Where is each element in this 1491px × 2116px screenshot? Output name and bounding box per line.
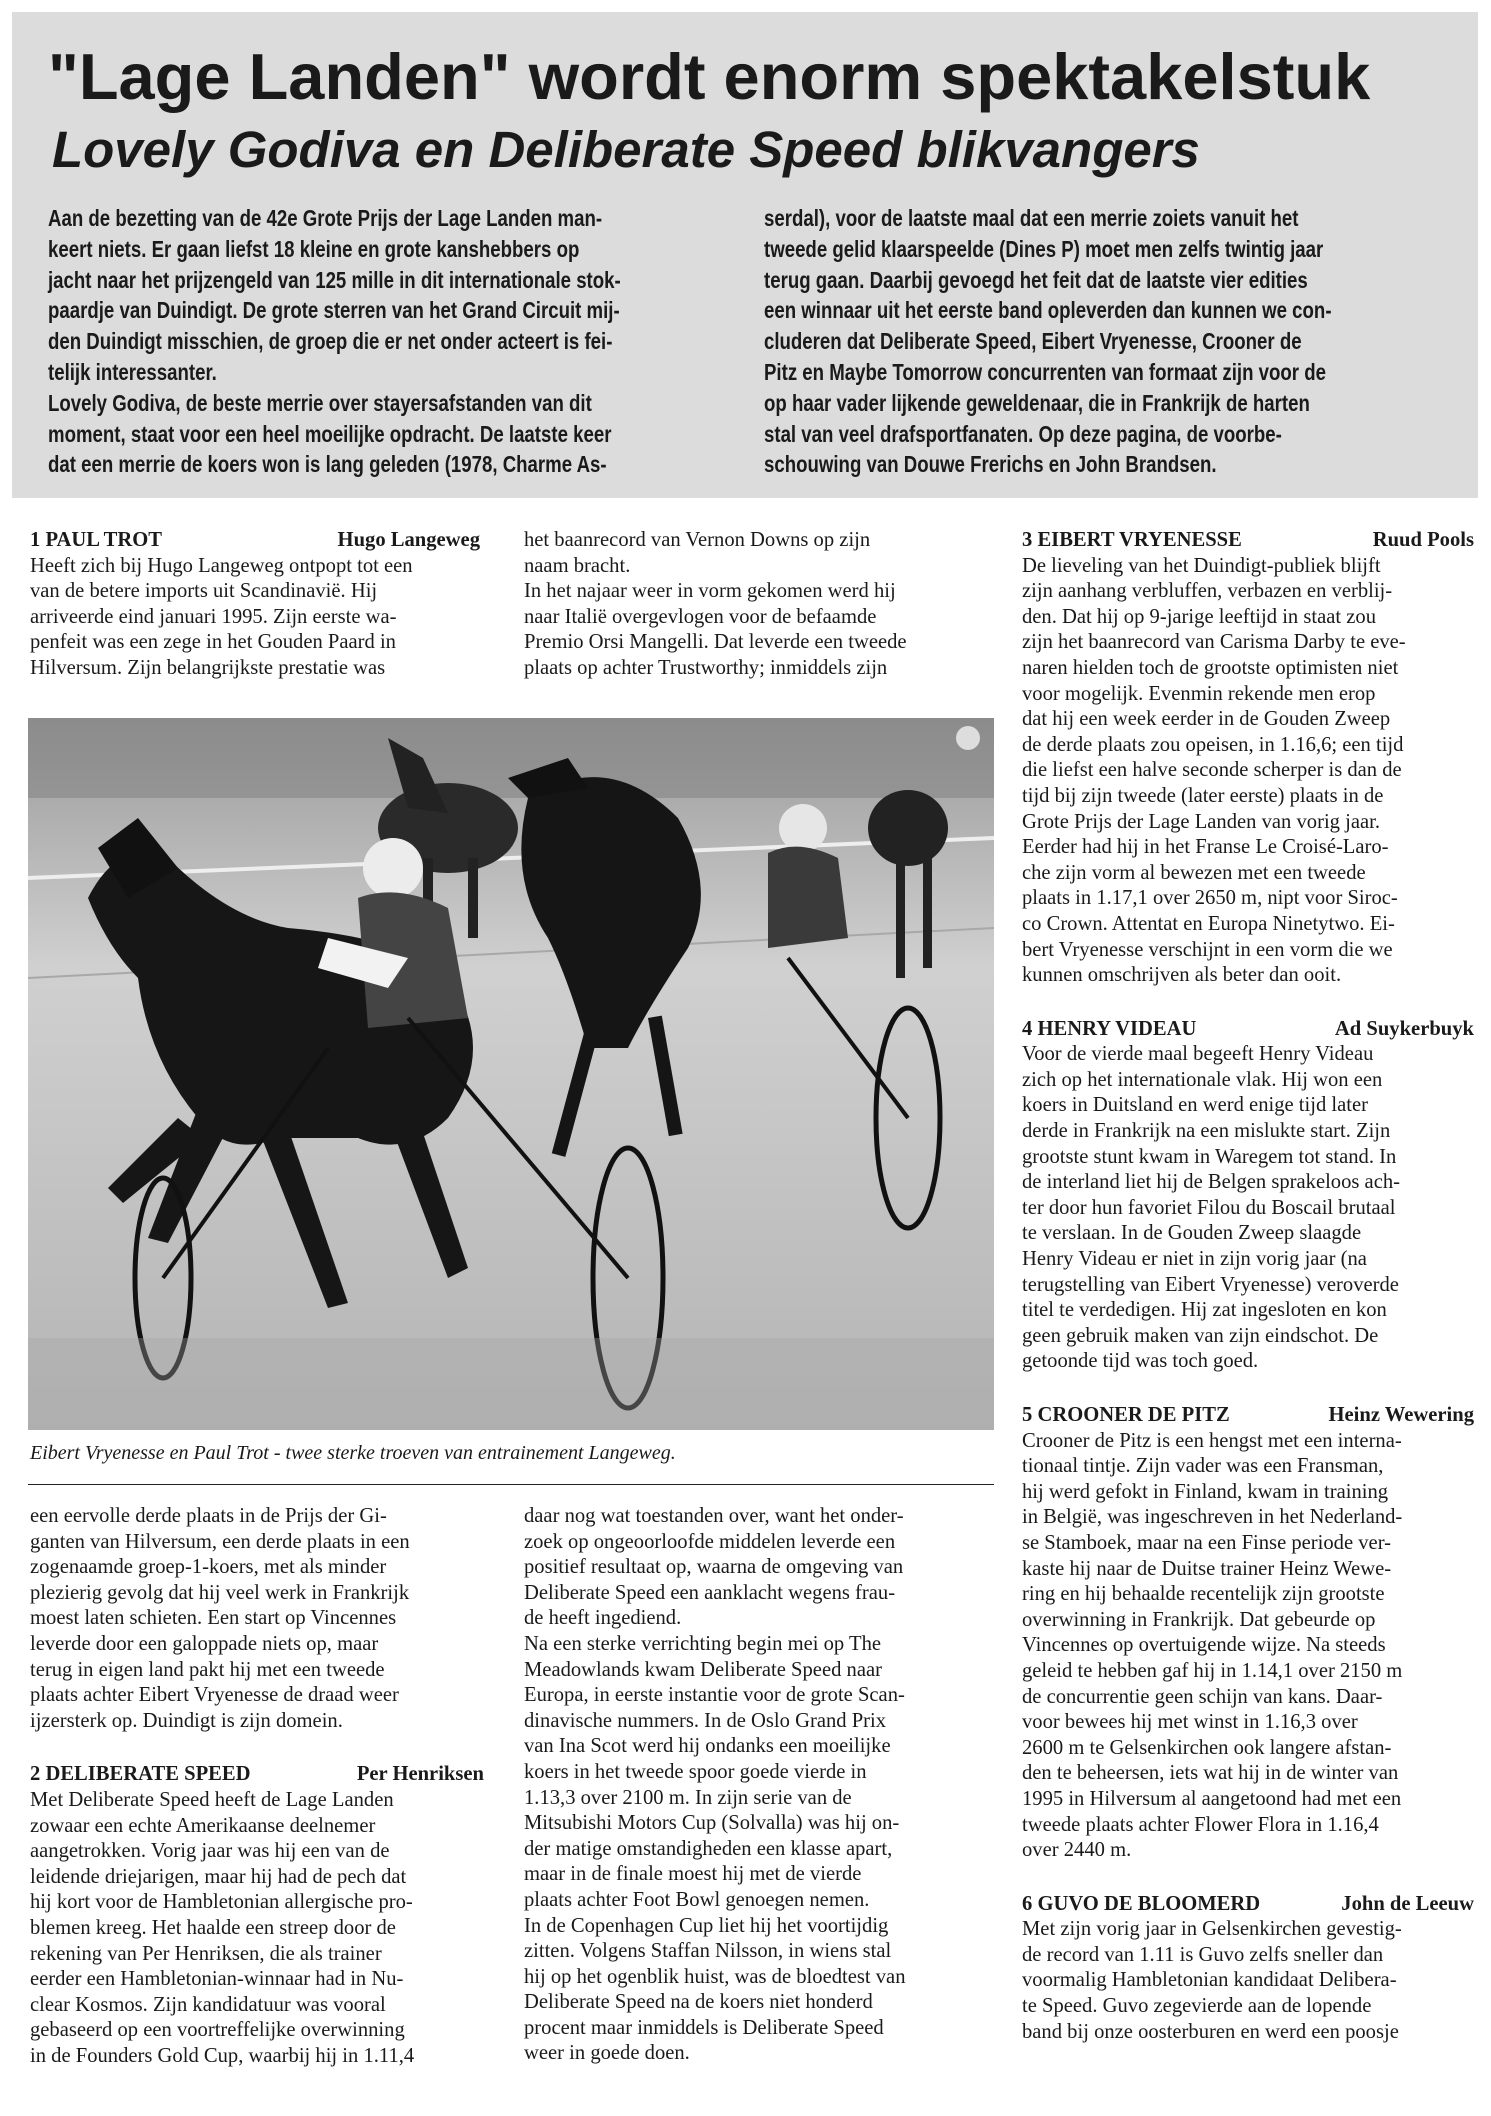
text-line: moest laten schieten. Een start op Vincennes xyxy=(30,1607,397,1630)
text-line: ring en hij behaalde recentelijk zijn grootste xyxy=(1022,1583,1385,1606)
text-line: in de Founders Gold Cup, waarbij hij in 1.11,4 xyxy=(30,2044,415,2067)
text-line: 1995 in Hilversum al aangetoond had met een xyxy=(1022,1787,1402,1810)
photo-caption: Eibert Vryenesse en Paul Trot - twee sterke troeven van entrainement Langeweg. xyxy=(30,1442,676,1464)
intro-line: Pitz en Maybe Tomorrow concurrenten van formaat zijn voor de xyxy=(764,358,1326,385)
horse-name: 6 GUVO DE BLOOMERD xyxy=(1022,1892,1261,1915)
article-paul-trot-top xyxy=(30,528,480,682)
text-line: zijn het baanrecord van Carisma Darby te eve- xyxy=(1022,631,1406,654)
article-heading xyxy=(1022,1403,1474,1429)
text-line: voormalig Hambletonian kandidaat Delibera- xyxy=(1022,1969,1397,1992)
text-line: de derde plaats zou opeisen, in 1.16,6; een tijd xyxy=(1022,733,1404,756)
text-line: band bij onze oosterburen en werd een poosje xyxy=(1022,2020,1399,2043)
headline: "Lage Landen" wordt enorm spektakelstuk xyxy=(48,40,1371,113)
text-line: leverde door een galoppade niets op, maar xyxy=(30,1632,379,1655)
intro-left-column xyxy=(48,203,621,480)
text-line: co Crown. Attentat en Europa Ninetytwo. Ei- xyxy=(1022,912,1395,935)
text-line: over 2440 m. xyxy=(1022,1839,1132,1862)
text-line: leidende driejarigen, maar hij had de pech dat xyxy=(30,1865,407,1888)
intro-line: dat een merrie de koers won is lang geleden (1978, Charme As- xyxy=(48,451,607,478)
text-line: procent maar inmiddels is Deliberate Speed xyxy=(524,2016,884,2039)
text-line: terugstelling van Eibert Vryenesse) veroverde xyxy=(1022,1273,1399,1296)
text-line: titel te verdedigen. Hij zat ingesloten en kon xyxy=(1022,1299,1387,1322)
text-line: rekening van Per Henriksen, die als trainer xyxy=(30,1942,382,1965)
text-line: Heeft zich bij Hugo Langeweg ontpopt tot een xyxy=(30,554,413,577)
text-line: kunnen omschrijven als beter dan ooit. xyxy=(1022,964,1342,987)
text-line: plezierig gevolg dat hij veel werk in Frankrijk xyxy=(30,1581,410,1604)
intro-line: tweede gelid klaarspeelde (Dines P) moet men zelfs twintig jaar xyxy=(764,235,1324,262)
article-heading xyxy=(1022,1017,1474,1043)
text-line: getoonde tijd was toch goed. xyxy=(1022,1350,1259,1373)
intro-line: serdal), voor de laatste maal dat een merrie zoiets vanuit het xyxy=(764,205,1299,231)
text-line: geleid te hebben gaf hij in 1.14,1 over 2150 m xyxy=(1022,1659,1403,1682)
intro-line: schouwing van Douwe Frerichs en John Brandsen. xyxy=(764,451,1217,478)
intro-line: jacht naar het prijzengeld van 125 mille in dit internationale stok- xyxy=(48,266,621,293)
text-line: In de Copenhagen Cup liet hij het voortijdig xyxy=(524,1914,889,1937)
text-line: kaste hij naar de Duitse trainer Heinz Wewe- xyxy=(1022,1557,1392,1580)
text-line: de record van 1.11 is Guvo zelfs sneller dan xyxy=(1022,1943,1384,1966)
text-line: Deliberate Speed een aanklacht wegens frau- xyxy=(524,1581,896,1604)
text-line: clear Kosmos. Zijn kandidatuur was vooral xyxy=(30,1993,386,2016)
text-line: hij werd gefokt in Finland, kwam in training xyxy=(1022,1480,1389,1503)
text-line: aangetrokken. Vorig jaar was hij een van de xyxy=(30,1840,390,1863)
text-line: Met zijn vorig jaar in Gelsenkirchen gevestig- xyxy=(1022,1918,1402,1941)
text-line: hij kort voor de Hambletonian allergische pro- xyxy=(30,1891,413,1914)
text-line: zitten. Volgens Staffan Nilsson, in wiens stal xyxy=(524,1940,892,1963)
text-line: naam bracht. xyxy=(524,554,631,577)
article-heading xyxy=(30,1762,484,1788)
intro-line: Lovely Godiva, de beste merrie over stayersafstanden van dit xyxy=(48,389,592,416)
text-line: zowaar een echte Amerikaanse deelnemer xyxy=(30,1814,376,1837)
trainer-name: Hugo Langeweg xyxy=(337,529,480,551)
text-line: van Ina Scot werd hij ondanks een moeilijke xyxy=(524,1735,891,1758)
intro-line: moment, staat voor een heel moeilijke opdracht. De laatste keer xyxy=(48,420,612,447)
intro-line: Aan de bezetting van de 42e Grote Prijs der Lage Landen man- xyxy=(48,205,603,231)
text-line: het baanrecord van Vernon Downs op zijn xyxy=(524,529,871,551)
text-line: daar nog wat toestanden over, want het onder- xyxy=(524,1505,904,1527)
text-line: terug in eigen land pakt hij met een tweede xyxy=(30,1658,385,1681)
horse-name: 3 EIBERT VRYENESSE xyxy=(1022,529,1242,551)
text-line: de interland liet hij de Belgen sprakeloos ach- xyxy=(1022,1171,1400,1194)
text-line: Eerder had hij in het Franse Le Croisé-Laro- xyxy=(1022,836,1389,859)
text-line: tijd bij zijn tweede (later eerste) plaats in de xyxy=(1022,784,1384,807)
trainer-name: John de Leeuw xyxy=(1341,1892,1474,1915)
text-line: dat hij een week eerder in de Gouden Zweep xyxy=(1022,708,1391,731)
text-line: in België, was ingeschreven in het Nederland- xyxy=(1022,1506,1403,1529)
trainer-name: Per Henriksen xyxy=(356,1763,484,1786)
text-line: In het najaar weer in vorm gekomen werd hij xyxy=(524,580,896,603)
intro-line: op haar vader lijkende geweldenaar, die in Frankrijk de harten xyxy=(764,389,1310,416)
text-line: naar Italië overgevlogen voor de befaamde xyxy=(524,605,877,628)
text-line: zoek op ongeoorloofde middelen leverde een xyxy=(524,1530,896,1553)
text-line: positief resultaat op, waarna de omgeving van xyxy=(524,1556,904,1579)
text-line: zijn aanhang verbluffen, verbazen en verblij- xyxy=(1022,580,1393,603)
text-line: te verslaan. In de Gouden Zweep slaagde xyxy=(1022,1222,1362,1245)
harness-racing-photo xyxy=(28,718,994,1430)
text-line: Henry Videau er niet in zijn vorig jaar (na xyxy=(1022,1248,1367,1271)
text-line: Met Deliberate Speed heeft de Lage Landen xyxy=(30,1788,394,1811)
text-line: Mitsubishi Motors Cup (Solvalla) was hij on- xyxy=(524,1812,900,1835)
text-line: den te beheersen, iets wat hij in de winter van xyxy=(1022,1762,1399,1785)
intro-line: terug gaan. Daarbij gevoegd het feit dat de laatste vier edities xyxy=(764,266,1308,293)
text-line: che zijn vorm al bewezen met een tweede xyxy=(1022,861,1366,884)
text-line: de concurrentie geen schijn van kans. Daar- xyxy=(1022,1685,1383,1708)
text-line: der matige omstandigheden een klasse apart, xyxy=(524,1837,893,1860)
text-line: koers in het tweede spoor goede vierde in xyxy=(524,1760,867,1783)
text-line: 1.13,3 over 2100 m. In zijn serie van de xyxy=(524,1786,852,1809)
text-line: koers in Duitsland en werd enige tijd later xyxy=(1022,1094,1368,1117)
text-line: arriveerde eind januari 1995. Zijn eerste wa- xyxy=(30,605,397,628)
article-heading xyxy=(1022,528,1474,554)
text-line: eerder een Hambletonian-winnaar had in Nu- xyxy=(30,1968,404,1991)
text-line: zogenaamde groep-1-koers, met als minder xyxy=(30,1556,387,1579)
text-line: plaats op achter Trustworthy; inmiddels zijn xyxy=(524,656,888,679)
text-line: Europa, in eerste instantie voor de grote Scan- xyxy=(524,1684,905,1707)
text-line: een eervolle derde plaats in de Prijs der Gi- xyxy=(30,1505,387,1527)
text-line: gebaseerd op een voortreffelijke overwinning xyxy=(30,2019,405,2042)
text-line: plaats achter Foot Bowl genoegen nemen. xyxy=(524,1888,870,1911)
text-line: voor bewees hij met winst in 1.16,3 over xyxy=(1022,1711,1358,1734)
intro-line: keert niets. Er gaan liefst 18 kleine en grote kanshebbers op xyxy=(48,235,580,262)
intro-line: paardje van Duindigt. De grote sterren van het Grand Circuit mij- xyxy=(48,297,620,324)
text-line: de heeft ingediend. xyxy=(524,1607,682,1630)
text-line: Hilversum. Zijn belangrijkste prestatie was xyxy=(30,656,386,679)
text-line: den. Dat hij op 9-jarige leeftijd in staat zou xyxy=(1022,605,1376,628)
intro-line: den Duindigt misschien, de groep die er net onder acteert is fei- xyxy=(48,328,613,355)
text-line: maar in de finale moest hij met de vierde xyxy=(524,1863,862,1886)
horse-name: 4 HENRY VIDEAU xyxy=(1022,1017,1197,1040)
article-paul-trot-continued xyxy=(524,528,984,682)
right-column xyxy=(1022,528,1474,2045)
text-line: die liefst een halve seconde scherper is dan de xyxy=(1022,759,1402,782)
article-heading xyxy=(1022,1892,1474,1918)
text-line: penfeit was een zege in het Gouden Paard in xyxy=(30,631,396,654)
intro-line: telijk interessanter. xyxy=(48,358,217,385)
text-line: Meadowlands kwam Deliberate Speed naar xyxy=(524,1658,882,1681)
text-line: grootste stunt kwam in Waregem tot stand. In xyxy=(1022,1145,1397,1168)
intro-line: cluderen dat Deliberate Speed, Eibert Vryenesse, Crooner de xyxy=(764,328,1302,355)
text-line: Voor de vierde maal begeeft Henry Videau xyxy=(1022,1043,1374,1066)
article-heading xyxy=(30,528,480,554)
text-line: tionaal tintje. Zijn vader was een Fransman, xyxy=(1022,1455,1384,1478)
text-line: De lieveling van het Duindigt-publiek blijft xyxy=(1022,554,1381,577)
trainer-name: Heinz Wewering xyxy=(1328,1404,1474,1426)
intro-line: een winnaar uit het eerste band opleverden dan kunnen we con- xyxy=(764,297,1332,324)
text-line: dinavische nummers. In de Oslo Grand Prix xyxy=(524,1709,887,1732)
divider xyxy=(28,1484,994,1485)
text-line: weer in goede doen. xyxy=(524,2042,690,2065)
text-line: geen gebruik maken van zijn eindschot. De xyxy=(1022,1324,1379,1347)
text-line: Grote Prijs der Lage Landen van vorig jaar. xyxy=(1022,810,1380,833)
text-line: Premio Orsi Mangelli. Dat leverde een tweede xyxy=(524,631,907,654)
text-line: tweede plaats achter Flower Flora in 1.16,4 xyxy=(1022,1813,1379,1836)
text-line: te Speed. Guvo zegevierde aan de lopende xyxy=(1022,1995,1372,2018)
text-line: Crooner de Pitz is een hengst met een interna- xyxy=(1022,1429,1402,1452)
article-deliberate-speed xyxy=(30,1504,484,2069)
text-line: ter door hun favoriet Filou du Boscail brutaal xyxy=(1022,1196,1396,1219)
text-line: hij op het ogenblik huist, was de bloedtest van xyxy=(524,1965,906,1988)
horse-name: 2 DELIBERATE SPEED xyxy=(30,1763,251,1786)
intro-line: stal van veel drafsportfanaten. Op deze pagina, de voorbe- xyxy=(764,420,1282,447)
text-line: plaats achter Eibert Vryenesse de draad weer xyxy=(30,1684,399,1707)
text-line: blemen kreeg. Het haalde een streep door de xyxy=(30,1916,396,1939)
text-line: bert Vryenesse verschijnt in een vorm die we xyxy=(1022,938,1393,961)
trainer-name: Ad Suykerbuyk xyxy=(1334,1017,1474,1040)
text-line: derde in Frankrijk na een mislukte start. Zijn xyxy=(1022,1120,1391,1143)
text-line: ijzersterk op. Duindigt is zijn domein. xyxy=(30,1709,343,1732)
text-line: ganten van Hilversum, een derde plaats in een xyxy=(30,1530,410,1553)
horse-name: 5 CROONER DE PITZ xyxy=(1022,1404,1230,1426)
text-line: 2600 m te Gelsenkirchen ook langere afstan- xyxy=(1022,1736,1392,1759)
text-line: overwinning in Frankrijk. Dat gebeurde op xyxy=(1022,1608,1376,1631)
intro-right-column xyxy=(764,203,1332,480)
text-line: zich op het internationale vlak. Hij won een xyxy=(1022,1068,1383,1091)
text-line: Deliberate Speed na de koers niet honderd xyxy=(524,1991,873,2014)
text-line: se Stamboek, maar na een Finse periode ver- xyxy=(1022,1531,1391,1554)
horse-name: 1 PAUL TROT xyxy=(30,529,162,551)
text-line: Vincennes op overtuigende wijze. Na steeds xyxy=(1022,1634,1386,1657)
text-line: van de betere imports uit Scandinavië. Hij xyxy=(30,580,378,603)
text-line: naren hielden toch de grootste optimisten niet xyxy=(1022,656,1399,679)
text-line: Na een sterke verrichting begin mei op The xyxy=(524,1632,882,1655)
article-deliberate-speed-continued xyxy=(524,1504,984,2067)
text-line: plaats in 1.17,1 over 2650 m, nipt voor Siroc- xyxy=(1022,887,1398,910)
subheadline: Lovely Godiva en Deliberate Speed blikvangers xyxy=(52,121,1200,178)
text-line: voor mogelijk. Evenmin rekende men erop xyxy=(1022,682,1376,705)
trainer-name: Ruud Pools xyxy=(1372,529,1474,551)
